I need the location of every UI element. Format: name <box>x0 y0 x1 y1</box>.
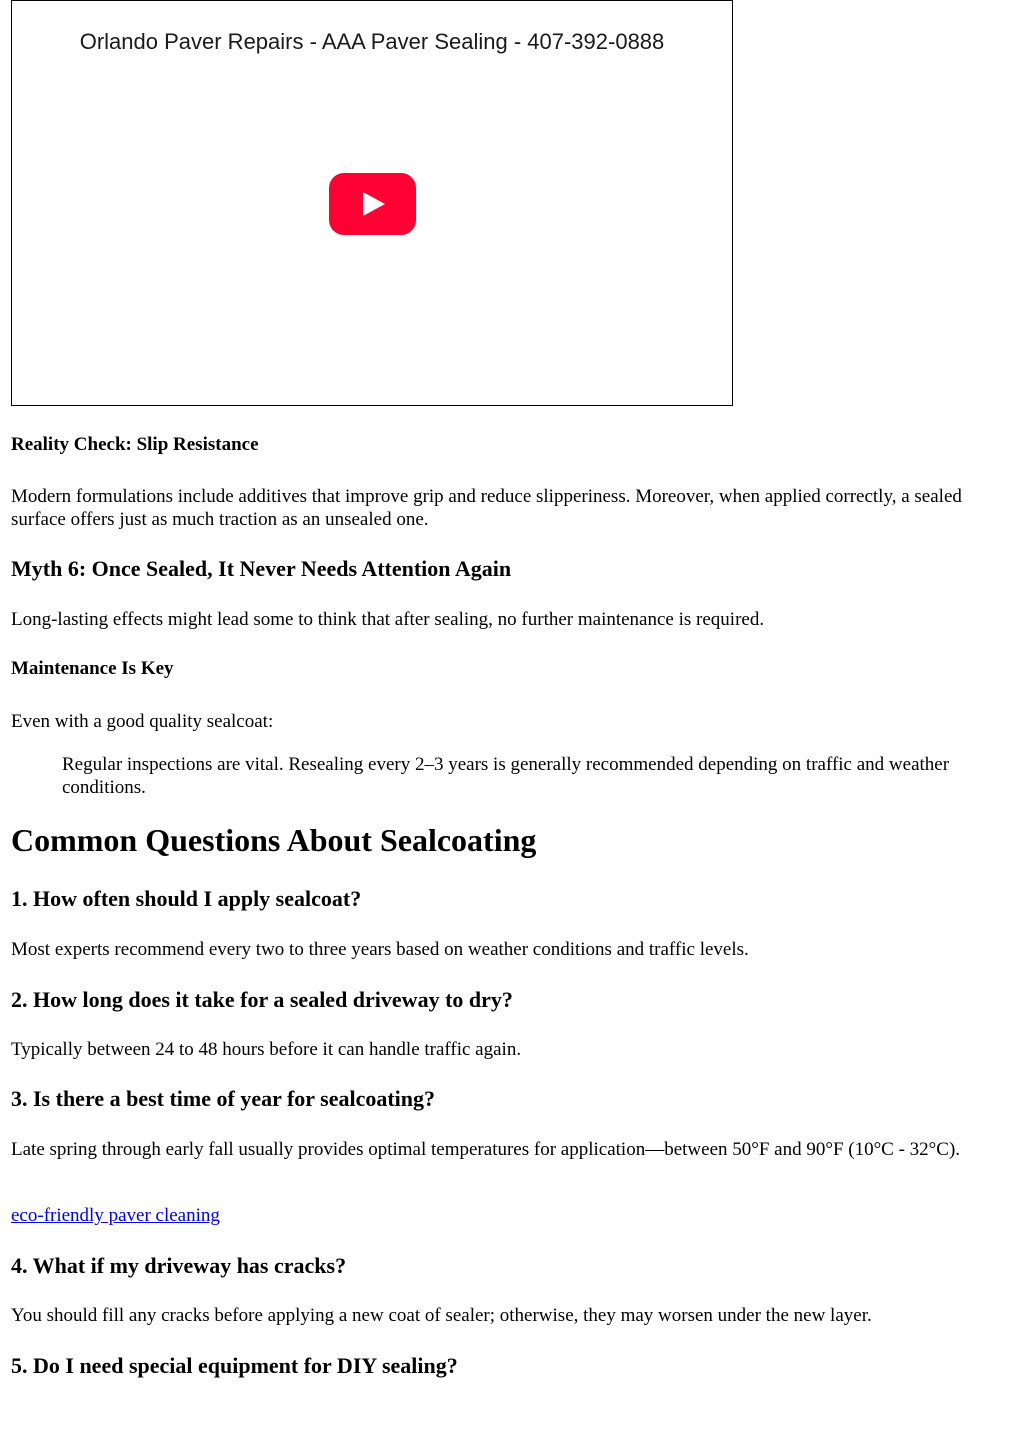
faq-answer-3: Late spring through early fall usually provides optimal temperatures for application—between 50°F and 90°F (10°C - 32°C). <box>11 1139 961 1160</box>
reality-check-paragraph: Modern formulations include additives that improve grip and reduce slipperiness. Moreover, when applied correctly, a sealed surface offers just as much traction as an unsealed one. <box>11 486 962 530</box>
eco-friendly-paver-cleaning-link[interactable]: eco-friendly paver cleaning <box>11 1205 220 1226</box>
faq-question-5: 5. Do I need special equipment for DIY sealing? <box>11 1353 458 1378</box>
video-embed[interactable] <box>11 0 733 406</box>
myth6-heading: Myth 6: Once Sealed, It Never Needs Attention Again <box>11 556 512 581</box>
faq-answer-4: You should fill any cracks before applying a new coat of sealer; otherwise, they may worsen under the new layer. <box>11 1305 872 1326</box>
play-icon <box>329 173 416 235</box>
faq-question-4: 4. What if my driveway has cracks? <box>11 1253 347 1278</box>
faq-answer-2: Typically between 24 to 48 hours before it can handle traffic again. <box>11 1039 522 1060</box>
faq-heading: Common Questions About Sealcoating <box>11 822 537 858</box>
faq-question-2: 2. How long does it take for a sealed driveway to dry? <box>11 987 513 1012</box>
reality-check-heading: Reality Check: Slip Resistance <box>11 434 259 455</box>
faq-question-1: 1. How often should I apply sealcoat? <box>11 886 362 911</box>
video-title[interactable]: Orlando Paver Repairs - AAA Paver Sealing - 407-392-0888 <box>79 29 665 54</box>
faq-question-3: 3. Is there a best time of year for sealcoating? <box>11 1086 436 1111</box>
faq-answer-1: Most experts recommend every two to three years based on weather conditions and traffic levels. <box>11 939 749 960</box>
video-play-button[interactable] <box>329 173 416 235</box>
maintenance-intro: Even with a good quality sealcoat: <box>11 711 274 732</box>
maintenance-heading: Maintenance Is Key <box>11 658 174 679</box>
myth6-paragraph: Long-lasting effects might lead some to think that after sealing, no further maintenance is required. <box>11 609 765 630</box>
maintenance-blockquote: Regular inspections are vital. Resealing every 2–3 years is generally recommended depending on traffic and weather conditions. <box>62 754 950 798</box>
page-content <box>11 0 1001 1378</box>
